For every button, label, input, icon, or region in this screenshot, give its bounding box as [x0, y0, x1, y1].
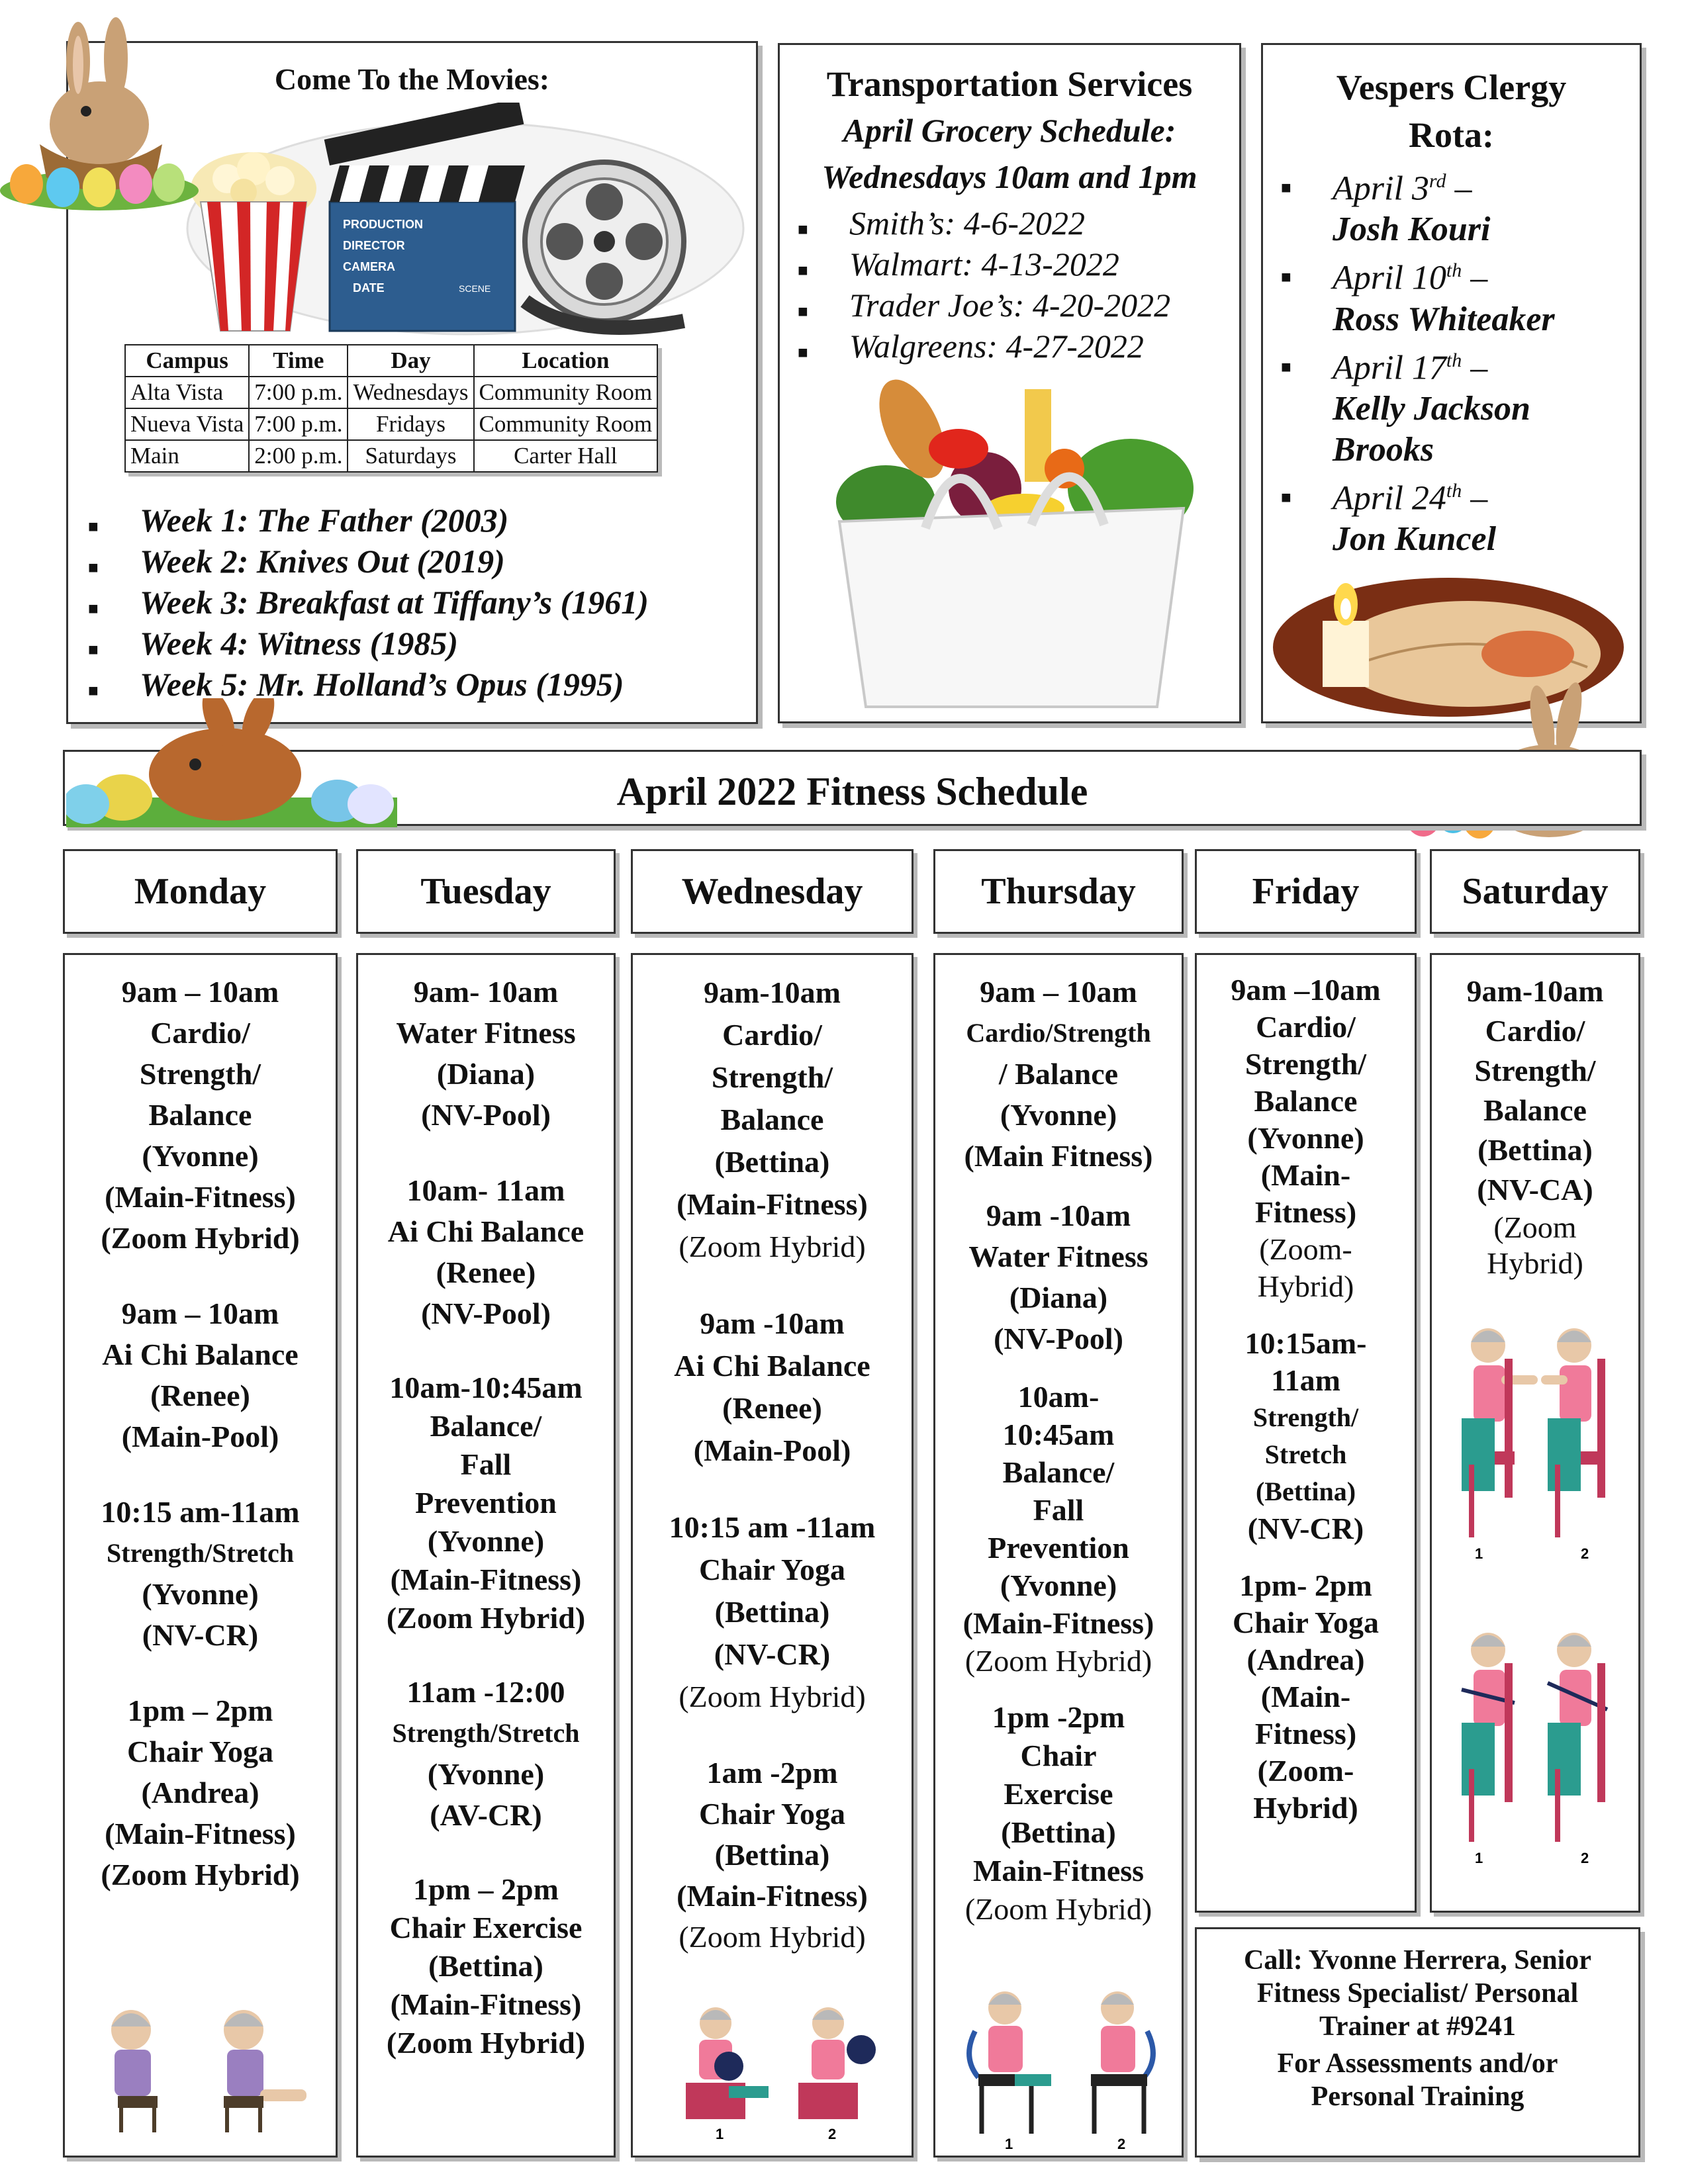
table-cell: 7:00 p.m. [249, 408, 348, 440]
day-header-thursday: Thursday [933, 849, 1184, 934]
class-name: Cardio/ [1256, 1010, 1356, 1044]
rota-name: Jon Kuncel [1333, 520, 1497, 559]
seated-twist-illustration [949, 1985, 1174, 2150]
monday-column [63, 953, 338, 2158]
class-format: (Zoom Hybrid) [101, 1858, 300, 1891]
thursday-column [933, 953, 1184, 2158]
seated-leg-exercise-illustration [91, 2003, 310, 2136]
day-header-friday: Friday [1195, 849, 1417, 934]
class-name: Strength/Stretch [107, 1538, 294, 1568]
fitness-title: April 2022 Fitness Schedule [616, 770, 1088, 813]
table-cell: Community Room [474, 408, 658, 440]
class-location: (Main-Pool) [121, 1420, 279, 1453]
class-instructor: (Andrea) [141, 1776, 259, 1809]
class-block [633, 1752, 912, 1958]
class-name: Ai Chi Balance [102, 1338, 299, 1371]
class-name: Strength/Stretch [392, 1718, 580, 1748]
class-format: (Zoom- [1259, 1232, 1352, 1266]
contact-text [1197, 1944, 1638, 2113]
contact-line: Call: Yvonne Herrera, Senior [1244, 1945, 1591, 1976]
class-location: (NV-CR) [1247, 1512, 1364, 1545]
class-format: (Zoom [1493, 1210, 1577, 1244]
class-instructor: (Bettina) [1255, 1477, 1356, 1506]
class-format: (Zoom Hybrid) [679, 1920, 866, 1954]
class-block [1432, 972, 1638, 1281]
class-block [935, 1378, 1182, 1680]
class-location: (Main-Fitness) [390, 1987, 582, 2021]
class-block [65, 972, 336, 1259]
vespers-panel [1261, 43, 1642, 723]
clergy-rota-list [1333, 161, 1555, 560]
class-name: Strength/ [711, 1060, 833, 1094]
table-header: Day [348, 345, 473, 377]
class-instructor: (Yvonne) [1000, 1569, 1117, 1602]
class-name: Strength/ [1244, 1047, 1367, 1081]
friday-column [1195, 953, 1417, 1913]
class-format: (Zoom Hybrid) [964, 1892, 1152, 1926]
class-block [358, 1870, 614, 2062]
class-location: (Main-Fitness) [677, 1879, 868, 1913]
class-time: 10am-10:45am [389, 1371, 583, 1404]
class-time: 9am -10am [700, 1306, 845, 1340]
class-location: Fitness) [1254, 1717, 1357, 1751]
table-header: Campus [125, 345, 249, 377]
class-location: Fitness) [1254, 1195, 1357, 1229]
class-location: (Main-Fitness) [105, 1180, 296, 1214]
rota-date-suffix: th [1446, 259, 1462, 282]
class-block [358, 1369, 614, 1637]
class-time: 9am – 10am [980, 975, 1137, 1009]
class-time: 9am-10am [704, 976, 841, 1009]
seated-arm-raise-illustration [1448, 1319, 1627, 1564]
clapper-label: SCENE [459, 283, 491, 294]
list-item: ■ Walgreens: 4-27-2022 [849, 326, 1170, 367]
contact-line: Fitness Specialist/ Personal [1256, 1978, 1579, 2009]
class-name: Strength/ [139, 1057, 261, 1091]
class-location: (NV-Pool) [421, 1297, 551, 1330]
rota-date: April 10 [1333, 259, 1446, 297]
class-instructor: (Renee) [150, 1379, 250, 1412]
class-time: 9am – 10am [121, 1297, 279, 1330]
rota-date-suffix: th [1446, 349, 1462, 371]
class-time: 9am-10am [1466, 974, 1604, 1008]
rota-dash: – [1462, 259, 1488, 297]
ball-exercise-illustration [663, 2003, 888, 2142]
class-name: Strength/ [1474, 1054, 1596, 1087]
day-header-monday: Monday [63, 849, 338, 934]
list-item [1333, 340, 1555, 471]
class-name: Stretch [1264, 1439, 1347, 1469]
table-cell: Alta Vista [125, 377, 249, 408]
class-format: (Zoom Hybrid) [386, 2026, 586, 2060]
class-time: 1pm- 2pm [1239, 1569, 1372, 1602]
class-time: 1pm – 2pm [413, 1872, 559, 1906]
class-name: Water Fitness [968, 1240, 1149, 1273]
class-instructor: (Bettina) [1001, 1815, 1116, 1849]
class-name: Chair Yoga [698, 1797, 846, 1831]
class-instructor: (Bettina) [428, 1949, 543, 1983]
class-name: Chair Yoga [126, 1735, 274, 1768]
table-header: Time [249, 345, 348, 377]
class-block [935, 1698, 1182, 1929]
class-name: Water Fitness [396, 1016, 576, 1050]
class-location: (Main-Fitness) [962, 1606, 1154, 1640]
list-item: ■ Week 4: Witness (1985) [140, 623, 649, 664]
class-format: (Zoom- [1257, 1754, 1354, 1788]
list-item [1333, 161, 1555, 250]
rota-dash: – [1462, 479, 1488, 518]
class-location: (Main-Fitness) [105, 1817, 296, 1850]
class-name: Prevention [988, 1531, 1129, 1565]
table-cell: 2:00 p.m. [249, 440, 348, 472]
list-item: ■ Week 5: Mr. Holland’s Opus (1995) [140, 664, 649, 705]
rota-name: Ross Whiteaker [1333, 300, 1555, 338]
class-name: / Balance [998, 1057, 1119, 1091]
class-name: Cardio/ [150, 1016, 250, 1050]
resistance-band-illustration [1448, 1623, 1627, 1868]
class-time: 10:15 am -11am [669, 1510, 876, 1544]
class-name: Chair Exercise [389, 1911, 583, 1944]
class-instructor: (Yvonne) [142, 1577, 259, 1611]
class-time: 11am -12:00 [406, 1675, 565, 1709]
class-time: 1pm – 2pm [127, 1694, 273, 1727]
rota-date-suffix: rd [1429, 170, 1446, 192]
class-name: Cardio/ [722, 1018, 822, 1052]
class-location: (NV-CR) [142, 1618, 259, 1652]
table-cell: Saturdays [348, 440, 473, 472]
class-name: Exercise [1004, 1777, 1113, 1811]
class-time: 11am [1271, 1363, 1340, 1397]
table-header-row [125, 345, 657, 377]
class-instructor: (Yvonne) [1247, 1121, 1364, 1155]
class-block [1197, 972, 1415, 1305]
class-location: (Main-Fitness) [677, 1187, 868, 1221]
class-name: Balance/ [1002, 1455, 1115, 1489]
class-time: 9am – 10am [121, 975, 279, 1009]
class-location: (Main- [1260, 1680, 1351, 1713]
clapper-label: DATE [353, 281, 385, 295]
class-time: 10:45am [1002, 1418, 1115, 1451]
saturday-column [1430, 953, 1640, 1913]
class-name: Cardio/ [1485, 1014, 1585, 1048]
class-instructor: (Bettina) [714, 1595, 830, 1629]
list-item: ■ Smith’s: 4-6-2022 [849, 203, 1170, 244]
class-location: (Main-Fitness) [390, 1563, 582, 1596]
table-cell: 7:00 p.m. [249, 377, 348, 408]
class-block [935, 972, 1182, 1177]
table-cell: Wednesdays [348, 377, 473, 408]
transport-schedule: Wednesdays 10am and 1pm [821, 158, 1197, 195]
class-block [1197, 1325, 1415, 1547]
class-instructor: (Yvonne) [1000, 1098, 1117, 1132]
clapper-label: PRODUCTION [343, 218, 423, 231]
figure-number: 2 [828, 2126, 837, 2142]
class-time: 10am- [1017, 1380, 1100, 1414]
class-time: 10am- 11am [406, 1173, 565, 1207]
rota-date-suffix: th [1446, 479, 1462, 502]
class-format: Hybrid) [1253, 1791, 1358, 1825]
contact-line: Personal Training [1311, 2081, 1524, 2112]
contact-panel [1195, 1927, 1640, 2158]
class-name: Cardio/Strength [966, 1018, 1151, 1048]
table-row [125, 408, 657, 440]
grocery-store-list [849, 203, 1170, 367]
class-instructor: (Bettina) [1477, 1133, 1593, 1167]
movies-title: Come To the Movies: [274, 62, 550, 96]
class-instructor: (Diana) [1009, 1281, 1108, 1314]
rota-dash: – [1446, 169, 1472, 208]
rota-date: April 3 [1333, 169, 1429, 208]
contact-line: For Assessments and/or [1277, 2048, 1558, 2079]
class-block [633, 1506, 912, 1718]
class-format: (Zoom Hybrid) [386, 1601, 586, 1635]
class-location: (NV-Pool) [994, 1322, 1123, 1355]
class-name: Strength/ [1252, 1402, 1359, 1432]
class-location: (NV-Pool) [421, 1098, 551, 1132]
class-block [1197, 1567, 1415, 1827]
tuesday-column [356, 953, 616, 2158]
class-block [65, 1492, 336, 1656]
class-location: (NV-CA) [1477, 1173, 1593, 1206]
list-item: ■ Walmart: 4-13-2022 [849, 244, 1170, 285]
class-time: 10:15am- [1244, 1326, 1367, 1360]
class-name: Prevention [415, 1486, 557, 1520]
clapper-label: CAMERA [343, 260, 395, 273]
transport-title: Transportation Services [826, 64, 1193, 104]
class-block [358, 972, 614, 1136]
figure-number: 2 [1581, 1545, 1589, 1562]
day-header-saturday: Saturday [1430, 849, 1640, 934]
class-time: 10:15 am-11am [101, 1495, 300, 1529]
class-format: (Zoom Hybrid) [679, 1680, 866, 1713]
class-name: Balance/ [430, 1409, 542, 1443]
figure-number: 2 [1581, 1850, 1589, 1866]
class-location: (Main-Pool) [693, 1433, 851, 1467]
class-block [633, 972, 912, 1268]
class-block [358, 1170, 614, 1334]
class-block [633, 1302, 912, 1472]
vespers-title-line: Vespers Clergy [1336, 68, 1567, 107]
class-time: 1am -2pm [706, 1756, 838, 1790]
contact-line: Trainer at #9241 [1319, 2011, 1517, 2042]
movie-weeks-list [140, 500, 649, 705]
class-instructor: (Bettina) [714, 1838, 830, 1872]
class-instructor: (Bettina) [714, 1145, 830, 1179]
class-format: Hybrid) [1487, 1246, 1583, 1280]
rota-dash: – [1462, 348, 1488, 387]
class-instructor: (Yvonne) [142, 1139, 259, 1173]
transport-subtitle: April Grocery Schedule: [843, 112, 1176, 149]
table-cell: Main [125, 440, 249, 472]
class-name: Chair [1020, 1739, 1097, 1772]
class-format: (Zoom Hybrid) [964, 1644, 1152, 1678]
rota-date: April 17 [1333, 348, 1446, 387]
class-name: Balance [1483, 1093, 1587, 1127]
class-name: Balance [148, 1098, 252, 1132]
class-time: 9am -10am [986, 1199, 1131, 1232]
movie-illustration [181, 103, 776, 341]
easter-bunny-basket-icon [0, 12, 199, 210]
clapper-label: DIRECTOR [343, 239, 405, 252]
vespers-title [1263, 64, 1640, 159]
table-cell: Nueva Vista [125, 408, 249, 440]
class-block [935, 1195, 1182, 1359]
list-item: ■ Trader Joe’s: 4-20-2022 [849, 285, 1170, 326]
grocery-bag-icon [826, 376, 1197, 713]
vespers-title-line: Rota: [1409, 115, 1494, 155]
list-item [1333, 471, 1555, 560]
list-item: ■ Week 2: Knives Out (2019) [140, 541, 649, 582]
class-location: (Main- [1260, 1158, 1351, 1192]
class-format: (Zoom Hybrid) [679, 1230, 866, 1263]
class-name: Chair Yoga [1232, 1606, 1380, 1639]
class-time: 9am –10am [1231, 973, 1381, 1007]
list-item [1333, 250, 1555, 340]
class-location: Main-Fitness [972, 1854, 1145, 1888]
table-row [125, 377, 657, 408]
rota-name: Kelly Jackson Brooks [1333, 389, 1530, 469]
list-item: ■ Week 1: The Father (2003) [140, 500, 649, 541]
figure-number: 1 [1005, 2136, 1013, 2150]
table-cell: Community Room [474, 377, 658, 408]
transportation-panel [778, 43, 1241, 723]
class-location: (NV-CR) [714, 1637, 831, 1671]
table-row [125, 440, 657, 472]
class-instructor: (Yvonne) [427, 1757, 545, 1791]
table-cell: Fridays [348, 408, 473, 440]
figure-number: 1 [716, 2126, 724, 2142]
rota-date: April 24 [1333, 479, 1446, 518]
class-time: 9am- 10am [413, 975, 559, 1009]
day-header-tuesday: Tuesday [356, 849, 616, 934]
class-instructor: (Andrea) [1246, 1643, 1365, 1676]
class-name: Balance [1254, 1084, 1358, 1118]
class-location: (Main Fitness) [964, 1139, 1153, 1173]
class-name: Ai Chi Balance [674, 1349, 870, 1383]
day-header-wednesday: Wednesday [631, 849, 914, 934]
class-name: Ai Chi Balance [387, 1214, 585, 1248]
easter-bunny-eggs-icon [66, 698, 397, 827]
wednesday-column [631, 953, 914, 2158]
class-name: Fall [1033, 1493, 1084, 1527]
class-name: Balance [720, 1103, 824, 1136]
table-cell: Carter Hall [474, 440, 658, 472]
class-block [65, 1690, 336, 1895]
figure-number: 1 [1475, 1850, 1483, 1866]
rota-name: Josh Kouri [1333, 210, 1491, 249]
class-instructor: (Renee) [436, 1255, 536, 1289]
class-instructor: (Renee) [722, 1391, 822, 1425]
figure-number: 1 [1475, 1545, 1483, 1562]
class-instructor: (Diana) [436, 1057, 536, 1091]
class-format: (Zoom Hybrid) [101, 1221, 300, 1255]
class-block [358, 1672, 614, 1836]
class-format: Hybrid) [1257, 1269, 1354, 1303]
table-header: Location [474, 345, 658, 377]
list-item: ■ Week 3: Breakfast at Tiffany’s (1961) [140, 582, 649, 623]
class-instructor: (Yvonne) [427, 1524, 545, 1558]
class-name: Fall [460, 1447, 512, 1481]
class-location: (AV-CR) [430, 1798, 542, 1832]
class-time: 1pm -2pm [992, 1700, 1125, 1734]
figure-number: 2 [1117, 2136, 1126, 2150]
class-name: Chair Yoga [698, 1553, 846, 1586]
movies-schedule-table [124, 344, 658, 473]
class-block [65, 1293, 336, 1457]
